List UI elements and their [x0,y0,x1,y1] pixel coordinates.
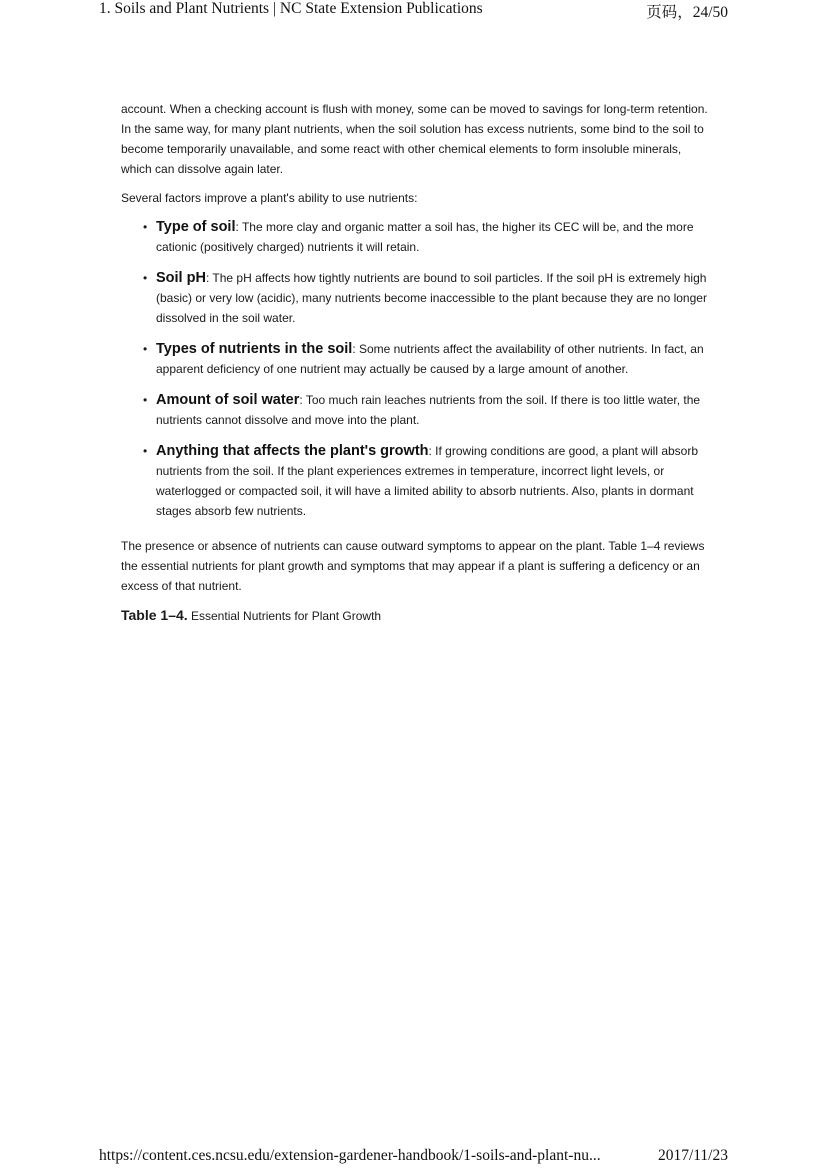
factor-text: : Too much rain leaches nutrients from the soil. If there is too little water, the nutrients cannot dissolve and move into the plant. [156,393,701,427]
factor-term: Amount of soil water [156,392,300,408]
factor-list [121,217,711,521]
print-date: 2017/11/23 [657,1147,728,1164]
source-url: https://content.ces.ncsu.edu/extension-gardener-handbook/1-soils-and-plant-nu... [99,1147,601,1164]
bullet: • [143,444,148,458]
table-caption-text: Essential Nutrients for Plant Growth [187,609,382,623]
table-caption-label: Table 1–4. [121,607,188,623]
factor-term: Type of soil [156,219,236,235]
factor-text: : The pH affects how tightly nutrients are bound to soil particles. If the soil pH is extremely high (basic) or very low (acidic), many nutrients become inaccessible to the plant because they are no longer dissolved in the soil water. [156,271,707,325]
page-header [0,0,827,22]
bullet: • [143,220,148,234]
factor-term: Anything that affects the plant's growth [156,443,429,459]
bullet: • [143,393,148,407]
factor-text: : The more clay and organic matter a soil has, the higher its CEC will be, and the more cationic (positively charged) nutrients it will retain. [156,220,694,254]
factor-term: Types of nutrients in the soil [156,341,353,357]
article-body [121,99,711,635]
list-item [121,268,711,328]
table-caption [121,605,711,626]
paragraph: The presence or absence of nutrients can cause outward symptoms to appear on the plant. Table 1–4 reviews the essential nutrients for plant growth and symptoms that may appear if a plant is suffering a deficency or an excess of that nutrient. [121,539,705,593]
paragraph: account. When a checking account is flush with money, some can be moved to savings for long-term retention. In the same way, for many plant nutrients, when the soil solution has excess nutrients, some bind to the soil to become temporarily unavailable, and some react with other chemical elements to form insoluble minerals, which can dissolve again later. [121,102,708,176]
list-item [121,339,711,379]
page-footer [0,1147,827,1169]
page-number: 页码，24/50 [646,4,728,21]
bullet: • [143,342,148,356]
document-title: 1. Soils and Plant Nutrients | NC State Extension Publications [99,0,483,17]
list-item [121,217,711,257]
factor-text: : If growing conditions are good, a plant will absorb nutrients from the soil. If the plant experiences extremes in temperature, incorrect light levels, or waterlogged or compacted soil, it will have a limited ability to absorb nutrients. Also, plants in dormant stages absorb few nutrients. [156,444,699,518]
factor-term: Soil pH [156,270,206,286]
factor-text: : Some nutrients affect the availability of other nutrients. In fact, an apparent deficiency of one nutrient may actually be caused by a large amount of another. [156,342,704,376]
list-item [121,390,711,430]
paragraph: Several factors improve a plant's ability to use nutrients: [121,191,418,205]
list-item [121,441,711,521]
bullet: • [143,271,148,285]
